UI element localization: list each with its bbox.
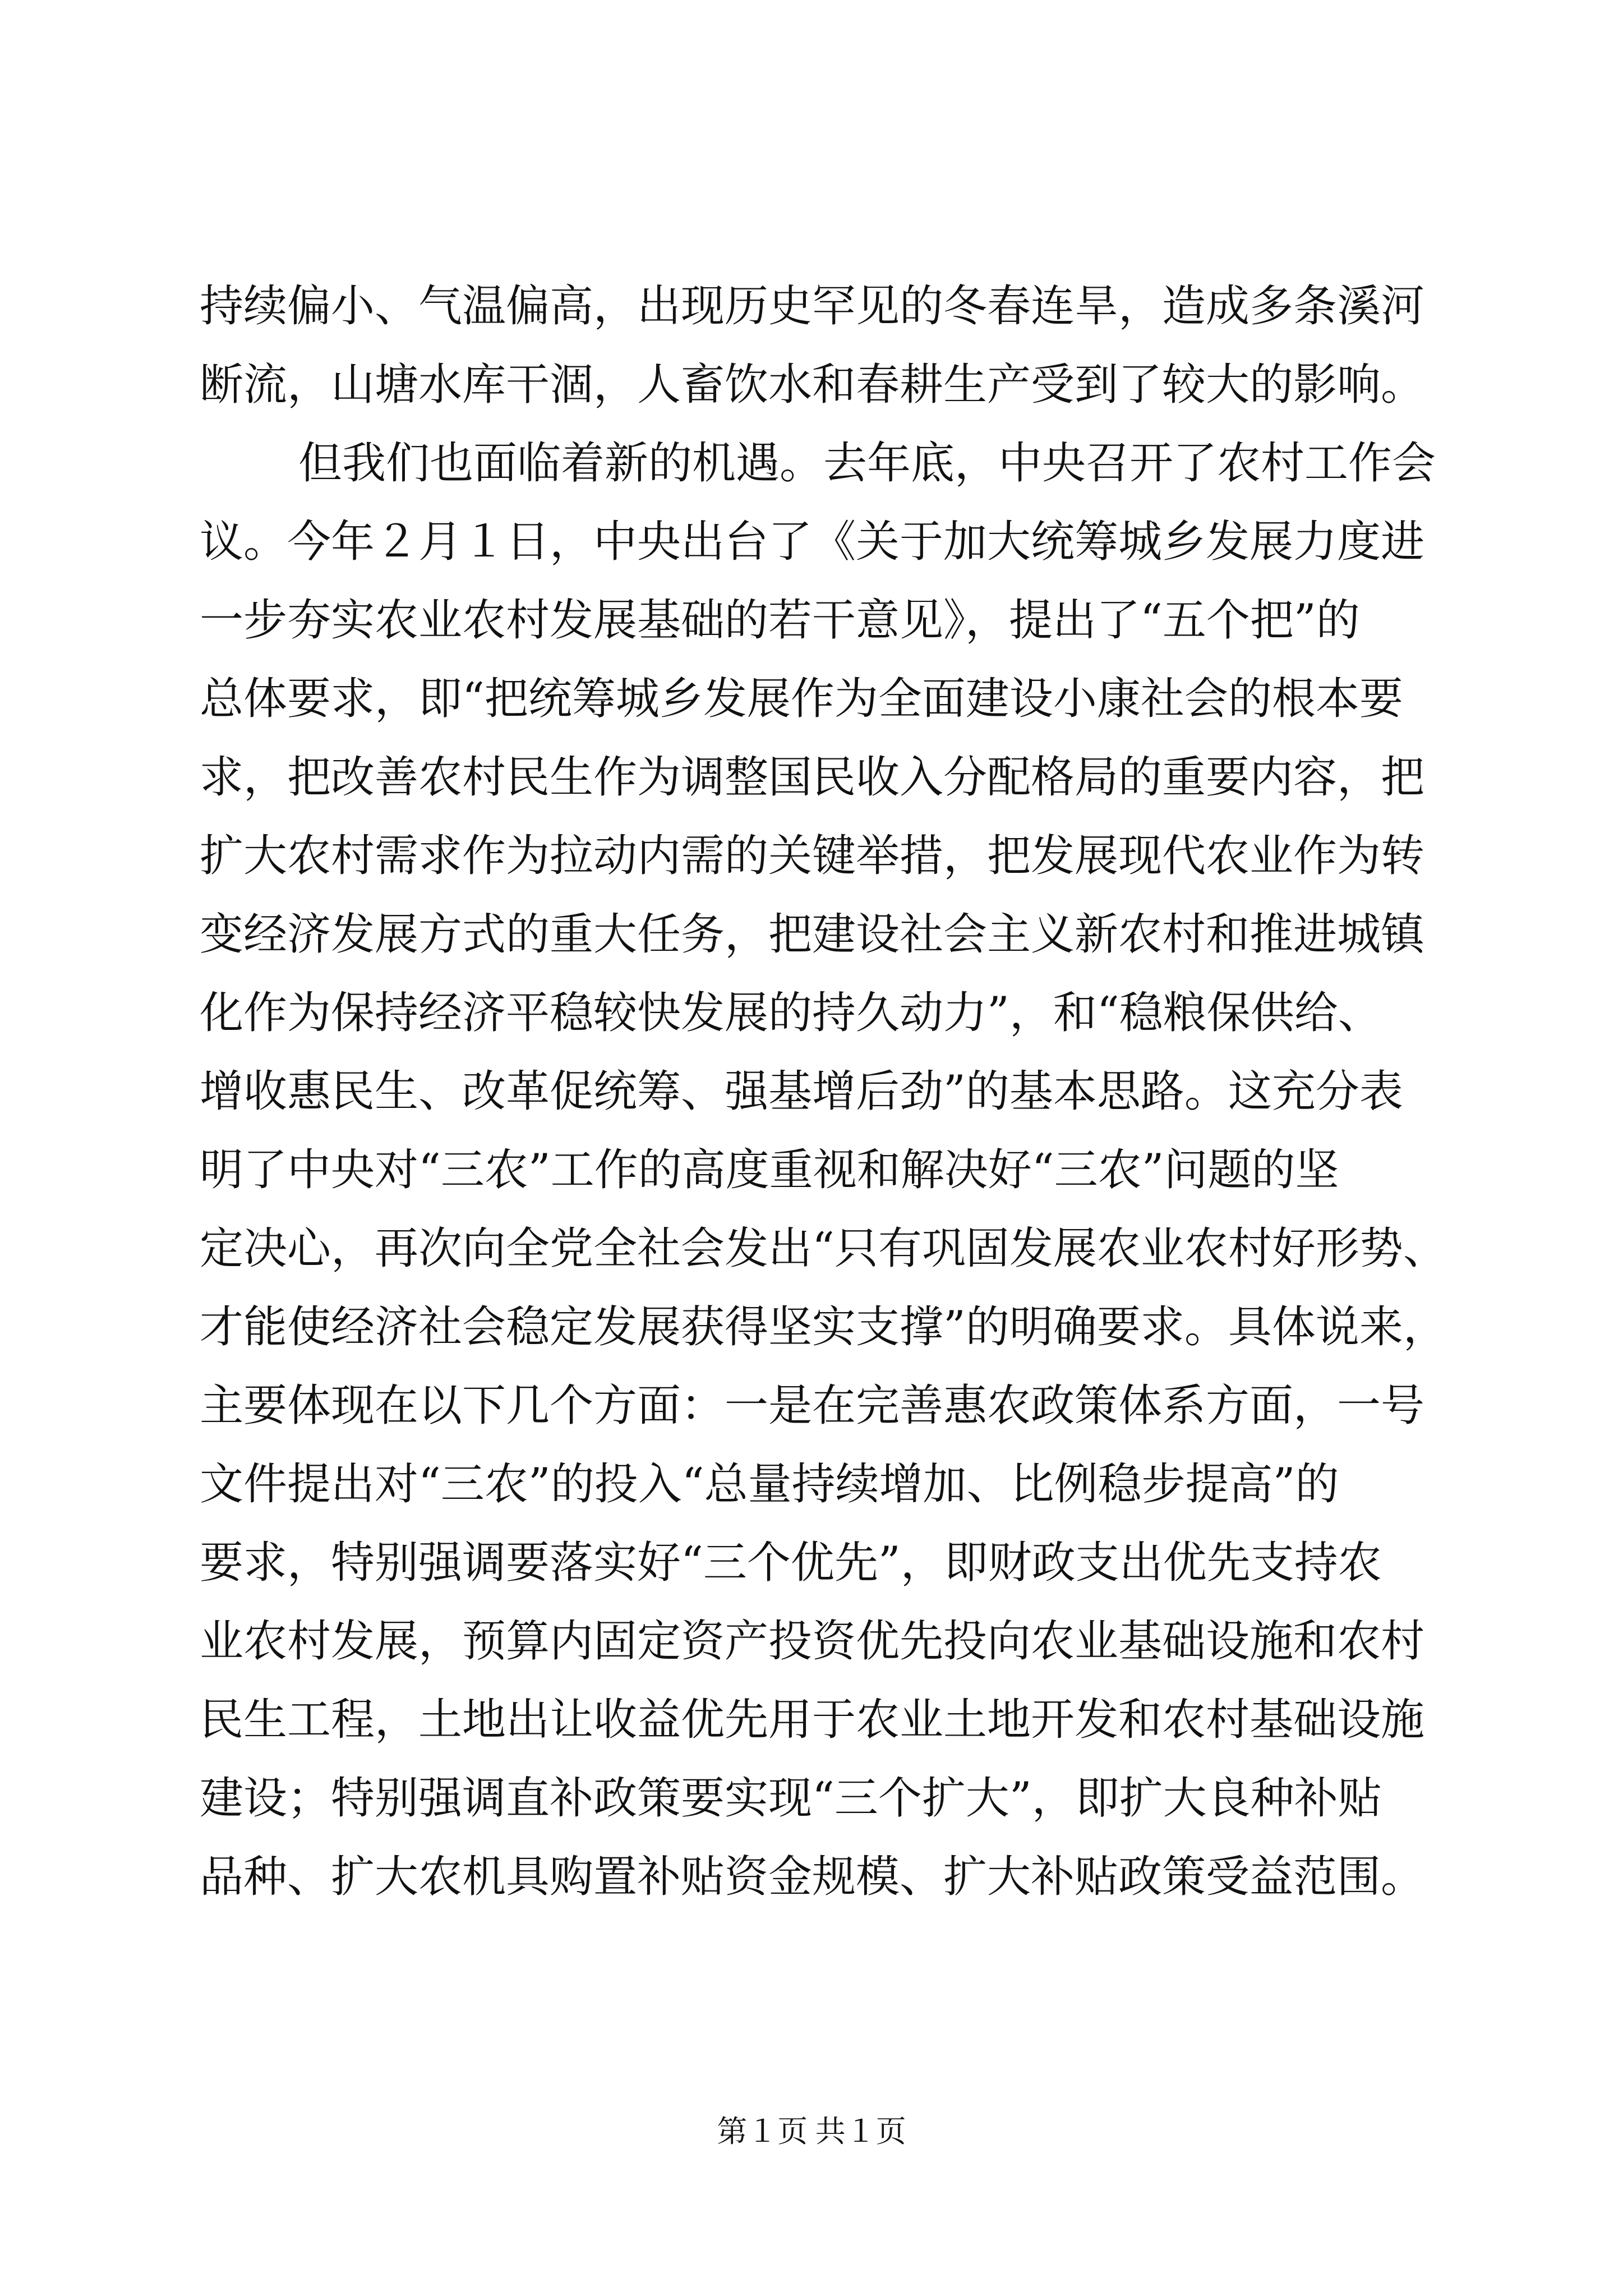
text-line: 品种、扩大农机具购置补贴资金规模、扩大补贴政策受益范围。 [200,1852,1425,1902]
text-line: 民生工程，土地出让收益优先用于农业土地开发和农村基础设施 [200,1695,1425,1745]
paragraph-first-line: 但我们也面临着新的机遇。去年底，中央召开了农村工作会 [298,438,1436,489]
text-line: 扩大农村需求作为拉动内需的关键举措，把发展现代农业作为转 [200,831,1425,881]
text-line: 文件提出对“三农”的投入“总量持续增加、比例稳步提高”的 [200,1459,1339,1510]
page-footer: 第１页 共１页 [717,2115,906,2148]
text-line: 求，把改善农村民生作为调整国民收入分配格局的重要内容，把 [200,752,1425,803]
text-line: 要求，特别强调要落实好“三个优先”，即财政支出优先支持农 [200,1538,1382,1588]
text-line: 变经济发展方式的重大任务，把建设社会主义新农村和推进城镇 [200,909,1425,960]
text-line: 持续偏小、气温偏高，出现历史罕见的冬春连旱，造成多条溪河 [200,281,1425,332]
text-line: 主要体现在以下几个方面：一是在完善惠农政策体系方面，一号 [200,1381,1425,1431]
text-line: 建设；特别强调直补政策要实现“三个扩大”，即扩大良种补贴 [200,1773,1382,1824]
text-line: 业农村发展，预算内固定资产投资优先投向农业基础设施和农村 [200,1616,1425,1667]
text-line: 一步夯实农业农村发展基础的若干意见》，提出了“五个把”的 [200,595,1360,646]
text-line: 定决心，再次向全党全社会发出“只有巩固发展农业农村好形势、 [200,1223,1447,1274]
text-line: 化作为保持经济平稳较快发展的持久动力”，和“稳粮保供给、 [200,988,1382,1038]
text-line: 增收惠民生、改革促统筹、强基增后劲”的基本思路。这充分表 [200,1066,1403,1117]
text-line: 明了中央对“三农”工作的高度重视和解决好“三农”问题的坚 [200,1145,1339,1195]
text-line: 断流，山塘水库干涸，人畜饮水和春耕生产受到了较大的影响。 [200,360,1425,410]
document-body [200,267,1447,1916]
text-line: 才能使经济社会稳定发展获得坚实支撑”的明确要求。具体说来， [200,1302,1447,1352]
text-line: 总体要求，即“把统筹城乡发展作为全面建设小康社会的根本要 [200,674,1403,724]
text-line: 议。今年２月１日，中央出台了《关于加大统筹城乡发展力度进 [200,517,1425,567]
